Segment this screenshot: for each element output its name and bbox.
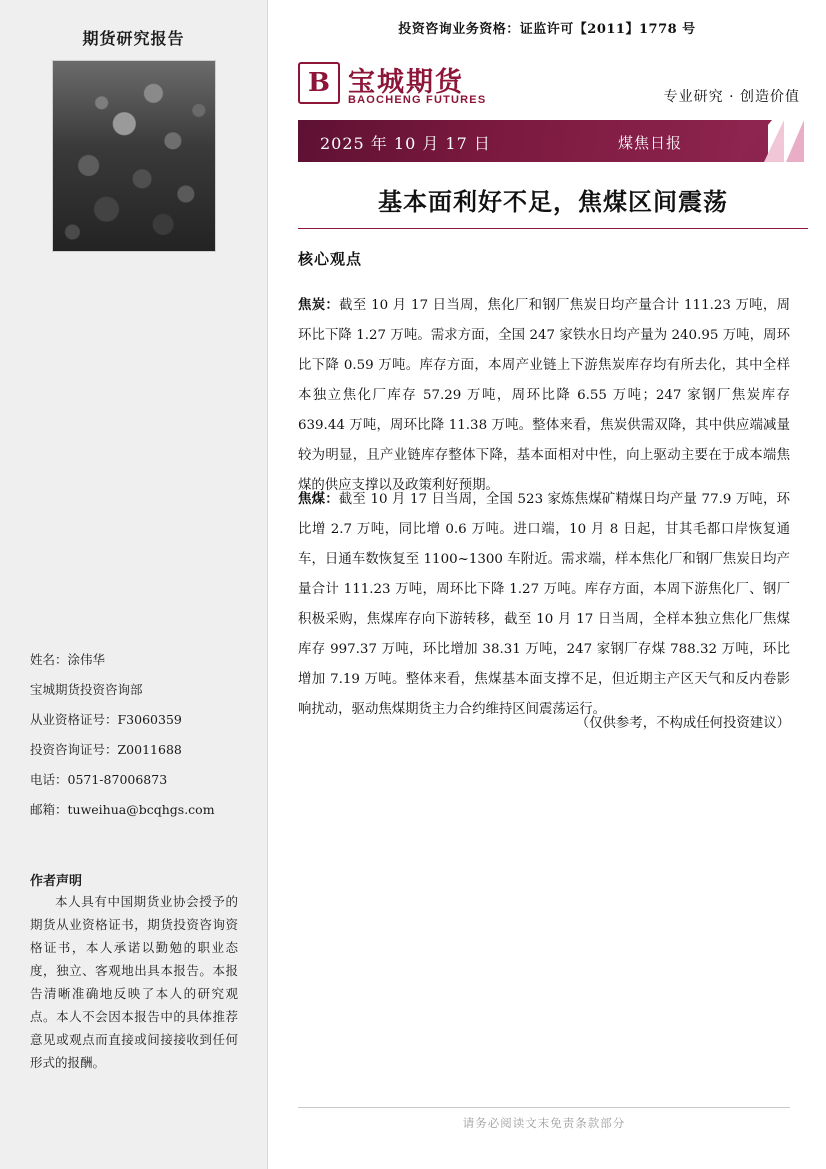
- sidebar: [0, 0, 268, 1169]
- inline-disclaimer: （仅供参考，不构成任何投资建议）: [575, 716, 790, 731]
- sidebar-title: 期货研究报告: [82, 29, 185, 48]
- declaration-body: 本人具有中国期货业协会授予的期货从业资格证书，期货投资咨询资格证书，本人承诺以勤勉的职业态度，独立、客观地出具本报告。本报告清晰准确地反映了本人的研究观点。本人不会因本报告中的具体推荐意见或观点而直接或间接接收到任何形式的报酬。: [30, 894, 238, 1070]
- main-content: [268, 0, 826, 1169]
- consulting-license: 投资咨询证号：Z0011688: [30, 742, 182, 757]
- date-banner: [298, 120, 808, 162]
- paragraph-coking-coal-text: 截至 10 月 17 日当周，全国 523 家炼焦煤矿精煤日均产量 77.9 万吨，环比增 2.7 万吨，同比增 0.6 万吨。进口端，10 月 8 日起，甘其毛都口岸恢复通车，日通车数恢复至 1100~1300 车附近。需求端，样本焦化厂和钢厂焦炭日均产量合计 111.23 万吨，周环比下降 1.27 万吨。库存方面，本周下游焦化厂、钢厂积极采购，焦煤库存向下游转移，截至 10 月 17 日当周，全样本独立焦化厂焦煤库存 997.37 万吨，环比增加 38.31 万吨，247 家钢厂存煤 788.32 万吨，环比增加 7.19 万吨。整体来看，焦煤基本面支撑不足，但近期主产区天气和反内卷影响扰动，驱动焦煤期货主力合约维持区间震荡运行。: [298, 492, 790, 717]
- paragraph-coke-lead: 焦炭：: [298, 297, 340, 313]
- report-date: 2025 年 10 月 17 日: [320, 134, 491, 153]
- paragraph-coke: [298, 290, 790, 501]
- baocheng-logo-icon: B: [298, 62, 340, 104]
- footer-note: 请务必阅读文末免责条款部分: [462, 1116, 626, 1130]
- author-department: 宝城期货投资咨询部: [30, 682, 143, 697]
- coal-cover-image: [52, 60, 216, 252]
- practice-license: 从业资格证号：F3060359: [30, 712, 182, 727]
- brand-header: [298, 60, 808, 116]
- email: 邮箱：tuweihua@bcqhgs.com: [30, 802, 215, 817]
- report-type: 煤焦日报: [618, 134, 683, 152]
- brand-slogan: 专业研究 · 创造价值: [663, 89, 800, 105]
- footer-divider: [298, 1107, 790, 1108]
- banner-accent-dark: [786, 120, 804, 162]
- author-info: [30, 645, 242, 825]
- paragraph-coking-coal-lead: 焦煤：: [298, 491, 339, 507]
- declaration-title: 作者声明: [30, 874, 83, 889]
- phone: 电话：0571-87006873: [30, 772, 168, 787]
- brand-name-en: BAOCHENG FUTURES: [348, 94, 487, 106]
- paragraph-coking-coal: [298, 484, 790, 725]
- page-title: 基本面利好不足，焦煤区间震荡: [378, 187, 728, 216]
- qualification-line: 投资咨询业务资格：证监许可【2011】1778 号: [398, 22, 696, 37]
- section-title-core-view: 核心观点: [298, 250, 363, 268]
- paragraph-coke-text: 截至 10 月 17 日当周，焦化厂和钢厂焦炭日均产量合计 111.23 万吨，周环比下降 1.27 万吨。需求方面，全国 247 家铁水日均产量为 240.95 万吨，周环比下降 0.59 万吨。库存方面，本周产业链上下游焦炭库存均有所去化，其中全样本独立焦化厂库存 57.29 万吨，周环比降 6.55 万吨；247 家钢厂焦炭库存 639.44 万吨，周环比降 11.38 万吨。整体来看，焦炭供需双降，其中供应端减量较为明显，且产业链库存整体下降，基本面相对中性，向上驱动主要在于成本端焦煤的供应支撑以及政策利好预期。: [298, 298, 790, 493]
- title-divider: [298, 228, 808, 229]
- author-name: 姓名：涂伟华: [30, 652, 106, 667]
- banner-accent-light: [764, 120, 784, 162]
- brand-name-cn: 宝城期货: [348, 67, 464, 98]
